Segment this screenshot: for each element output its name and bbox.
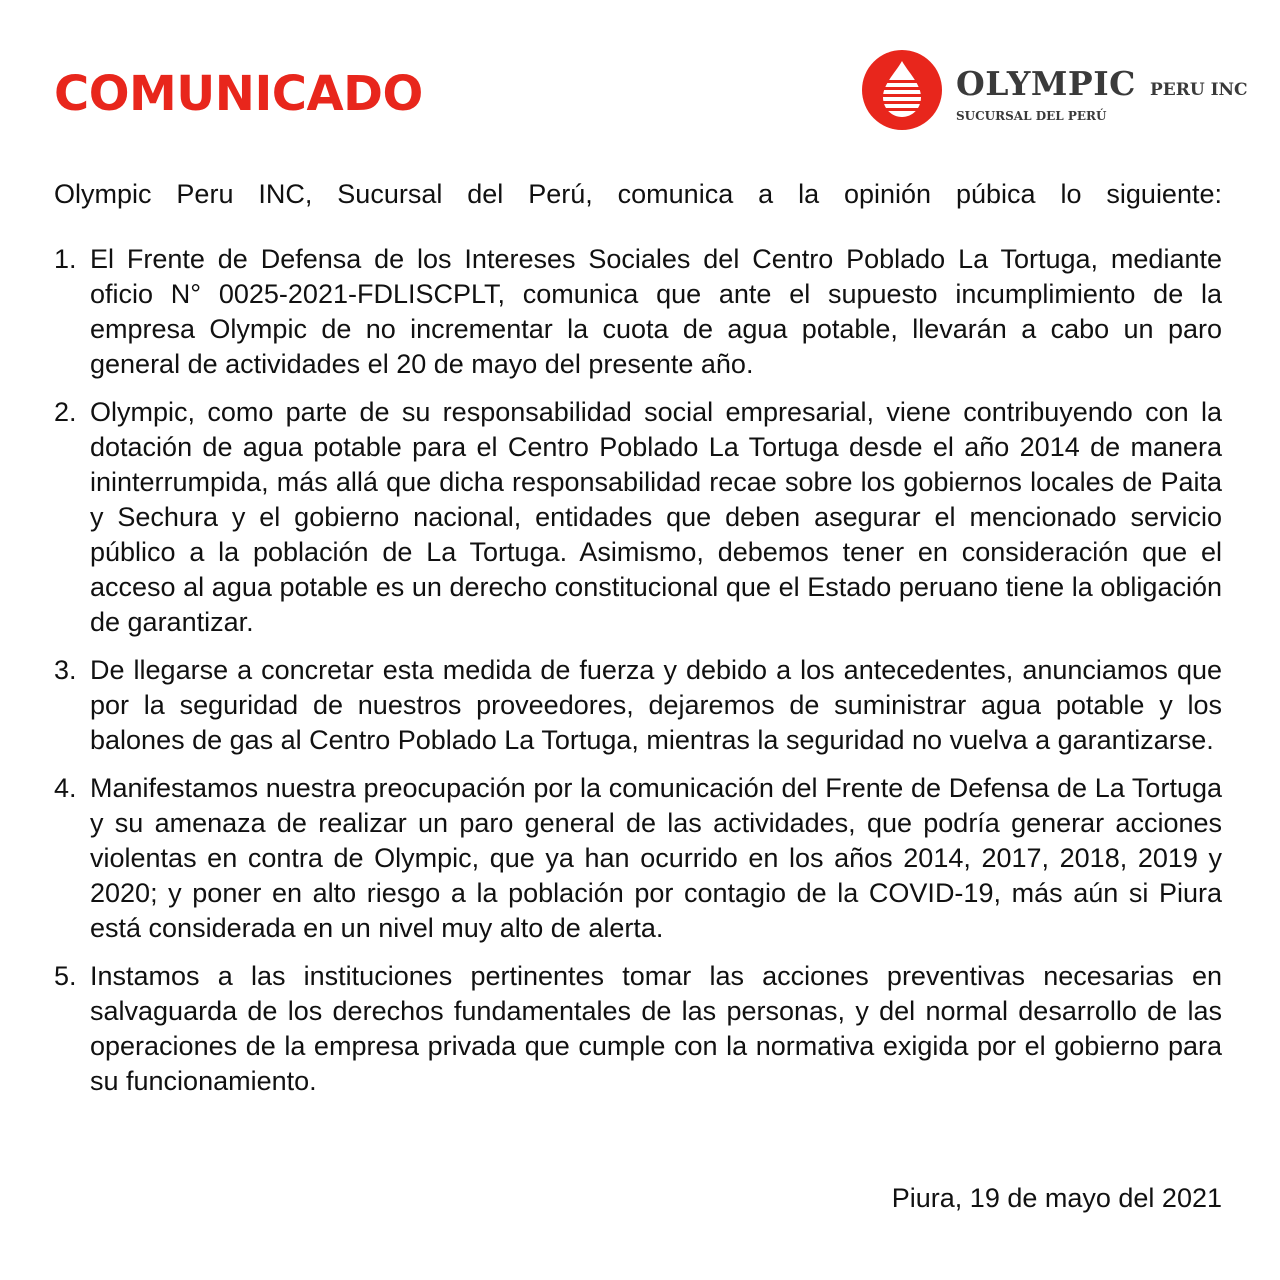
list-item — [54, 242, 1222, 382]
list-item-number: 2. — [54, 397, 77, 427]
list-item-number: 5. — [54, 961, 77, 991]
date-line: Piura, 19 de mayo del 2021 — [891, 1183, 1222, 1213]
list-item-number: 3. — [54, 655, 77, 685]
list-item-number: 4. — [54, 773, 77, 803]
list-item-text: Instamos a las instituciones pertinentes tomar las acciones preventivas necesarias en salvaguarda de los derechos fundamentales de las personas, y del normal desarrollo de las operaciones de la empresa privada que cumple con la normativa exigida por el gobierno para su funcionamiento. — [90, 961, 1222, 1096]
logo-wordmark — [956, 64, 1248, 103]
water-drop-logo-icon — [862, 50, 942, 130]
company-logo — [862, 50, 1262, 132]
list-item-text: De llegarse a concretar esta medida de fuerza y debido a los antecedentes, anunciamos que por la seguridad de nuestros proveedores, dejaremos de suministrar agua potable y los balones de gas al Centro Poblado La Tortuga, mientras la seguridad no vuelva a garantizarse. — [90, 655, 1222, 755]
list-item — [54, 771, 1222, 946]
logo-name: OLYMPIC — [956, 64, 1136, 103]
list-item — [54, 959, 1222, 1099]
logo-subtitle: SUCURSAL DEL PERÚ — [956, 109, 1107, 123]
logo-suffix: PERU INC — [1149, 80, 1248, 100]
intro-paragraph: Olympic Peru INC, Sucursal del Perú, comunica a la opinión púbica lo siguiente: — [54, 179, 1222, 209]
statement-list — [54, 242, 1222, 1112]
list-item — [54, 395, 1222, 640]
list-item — [54, 653, 1222, 758]
list-item-number: 1. — [54, 244, 77, 274]
list-item-text: El Frente de Defensa de los Intereses Sociales del Centro Poblado La Tortuga, mediante oficio N° 0025-2021-FDLISCPLT, comunica que ante el supuesto incumplimiento de la empresa Olympic de no incrementar la cuota de agua potable, llevarán a cabo un paro general de actividades el 20 de mayo del presente año. — [90, 244, 1222, 379]
list-item-text: Manifestamos nuestra preocupación por la comunicación del Frente de Defensa de La Tortuga y su amenaza de realizar un paro general de las actividades, que podría generar acciones violentas en contra de Olympic, que ya han ocurrido en los años 2014, 2017, 2018, 2019 y 2020; y poner en alto riesgo a la población por contagio de la COVID-19, más aún si Piura está considerada en un nivel muy alto de alerta. — [90, 773, 1222, 943]
list-item-text: Olympic, como parte de su responsabilidad social empresarial, viene contribuyendo con la dotación de agua potable para el Centro Poblado La Tortuga desde el año 2014 de manera ininterrumpida, más allá que dicha responsabilidad recae sobre los gobiernos locales de Paita y Sechura y el gobierno nacional, entidades que deben asegurar el mencionado servicio público a la población de La Tortuga. Asimismo, debemos tener en consideración que el acceso al agua potable es un derecho constitucional que el Estado peruano tiene la obligación de garantizar. — [90, 397, 1222, 637]
document-title: COMUNICADO — [54, 66, 423, 122]
